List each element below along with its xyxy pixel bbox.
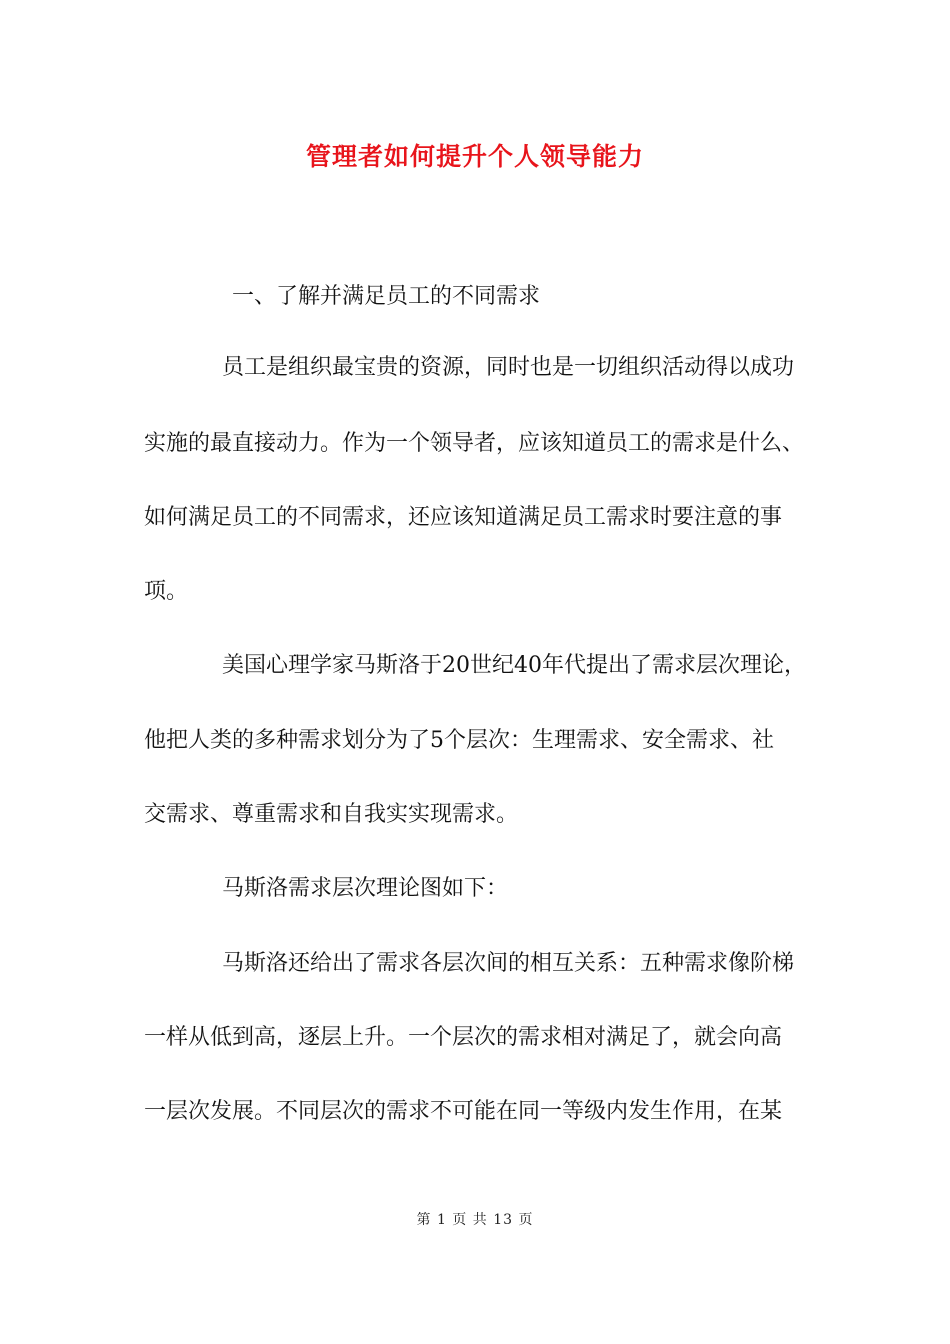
paragraph-line: 马斯洛需求层次理论图如下：: [222, 876, 509, 901]
paragraph-line: 实施的最直接动力。作为一个领导者，应该知道员工的需求是什么、: [144, 431, 805, 456]
document-title: 管理者如何提升个人领导能力: [305, 142, 644, 171]
paragraph-line: 他把人类的多种需求划分为了5个层次：生理需求、安全需求、社: [144, 728, 774, 753]
paragraph-line: 一层次发展。不同层次的需求不可能在同一等级内发生作用，在某: [144, 1099, 783, 1124]
paragraph-line: 如何满足员工的不同需求，还应该知道满足员工需求时要注意的事: [144, 505, 783, 530]
page-footer: 第 1 页 共 13 页: [416, 1212, 534, 1228]
section-heading: 一、了解并满足员工的不同需求: [232, 284, 541, 309]
paragraph-line: 美国心理学家马斯洛于20世纪40年代提出了需求层次理论，: [222, 653, 806, 678]
paragraph-line: 一样从低到高，逐层上升。一个层次的需求相对满足了，就会向高: [144, 1025, 783, 1050]
paragraph-line: 马斯洛还给出了需求各层次间的相互关系：五种需求像阶梯: [222, 951, 795, 976]
paragraph-line: 项。: [144, 579, 189, 604]
paragraph-line: 员工是组织最宝贵的资源，同时也是一切组织活动得以成功: [222, 355, 795, 380]
paragraph-line: 交需求、尊重需求和自我实实现需求。: [144, 802, 519, 827]
